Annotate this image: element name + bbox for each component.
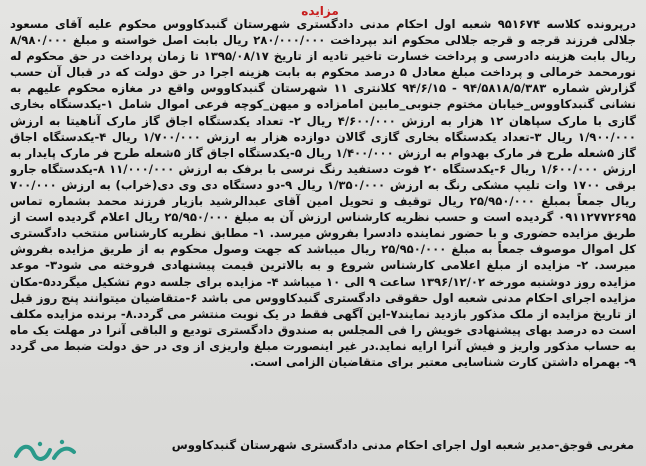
notice-body: درپرونده کلاسه ۹۵۱۶۷۴ شعبه اول احکام مدنی دادگستری شهرستان گنبدکاووس محکوم علیه آقای مسعود جلالی فرزند قرجه و قرجه جلالی محکوم اند بپرداخت ۲۸۰/۰۰۰/۰۰۰ ریال بابت اصل خواسته و مبلغ ۸/۹۸۰/۰۰۰ ریال بابت هزینه دادرسی و پرداخت خسارت تاخیر تادیه از تاریخ ۱۳۹۵/۰۸/۱۷ تا زمان پرداخت در حق محکوم له نورمحمد خرمالی و پرداخت مبلغ معادل ۵ درصد محکوم به بابت هزینه اجرا در حق دولت که در قبال آن حسب گزارش شماره ۹۴/۵۸۱۸/۵/۳۸۳ - ۹۴/۶/۱۵ کلانتری ۱۱ شهرستان گنبدکاووس واقع در مغازه محکوم علیهم به نشانی گنبدکاووس_خیابان مختوم جنوبی_مابین امامزاده و میهن_کوچه فرعی اموال شامل ۱-یکدستگاه بخاری گازی با مارک سپاهان ۱۲ هزار به ارزش ۴/۶۰۰/۰۰۰ ریال ۲- تعداد یکدستگاه اجاق گاز مارک آناهیتا به ارزش ۱/۹۰۰/۰۰۰ ریال ۳-تعداد یکدستگاه بخاری گازی گالان دوازده هزار به ارزش ۱/۷۰۰/۰۰۰ ریال ۴-یکدستگاه اجاق گاز ۵شعله طرح فر مارک بهدوام به ارزش ۱/۴۰۰/۰۰۰ ریال ۵-یکدستگاه اجاق گاز ۵شعله طرح فر مارک پایدار به ارزش ۱/۶۰۰/۰۰۰ ریال ۶-یکدستگاه ۲۰ فوت دستفید رنگ نرسی با برفک به ارزش ۱۱/۰۰۰/۰۰۰ ۸-یکدستگاه جارو برقی ۱۷۰۰ وات تلیپ مشکی رنگ به ارزش ۱/۳۵۰/۰۰۰ ریال ۹-دو دستگاه دی وی دی(خراب) به ارزش ۷۰۰/۰۰۰ ریال جمعاً بمبلغ ۲۵/۹۵۰/۰۰۰ ریال توقیف و تحویل امین آقای عبدالرشید بازیار فرزند محمد بشماره تماس ۰۹۱۱۲۷۷۲۶۹۵ گردیده است و حسب نظریه کارشناس ارزش آن به مبلغ ۲۵/۹۵۰/۰۰۰ ریال اعلام گردیده است از طریق مزایده حضوری و با حضور نماینده دادسرا بفروش میرسد. ۱- مطابق نظریه کارشناس منتخب دادگستری کل اموال موصوف جمعاً به مبلغ ۲۵/۹۵۰/۰۰۰ ریال میباشد که جهت وصول محکوم به از طریق مزایده بفروش میرسد. ۲- مزایده از مبلغ اعلامی کارشناس شروع و به بالاترین قیمت پیشنهادی فروخته می شود۳- موعد مزایده روز دوشنبه مورخه ۱۳۹۶/۱۲/۰۲ ساعت ۹ الی ۱۰ میباشد ۴- مزایده برای جلسه دوم تشکیل میگردد۵-مکان مزایده اجرای احکام مدنی شعبه اول حقوقی دادگستری گنبدکاووس می باشد ۶-متقاضیان میتوانند پنج روز قبل از تاریخ مزایده از ملک مذکور بازدید نمایند۷-این آگهی فقط در یک نوبت منتشر می گردد.۸- برنده مزایده مکلف است ده درصد بهای پیشنهادی خویش را فی المجلس به صندوق دادگستری تودیع و الباقی آنرا در مهلت یک ماه به حساب مذکور واریز و فیش آنرا ارایه نماید.در غیر اینصورت مبلغ واریزی از وی در حق دولت ضبط می گردد ۹- بهمراه داشتن کارت شناسایی معتبر برای متقاضیان الزامی است. <box>10 17 636 369</box>
notice-heading: مزایده <box>301 4 339 18</box>
notice-signature: مغربی قوجق-مدیر شعبه اول اجرای احکام مدنی دادگستری شهرستان گنبدکاووس <box>171 438 634 452</box>
publisher-logo-icon <box>10 438 80 464</box>
notice-heading-bar <box>40 0 600 18</box>
